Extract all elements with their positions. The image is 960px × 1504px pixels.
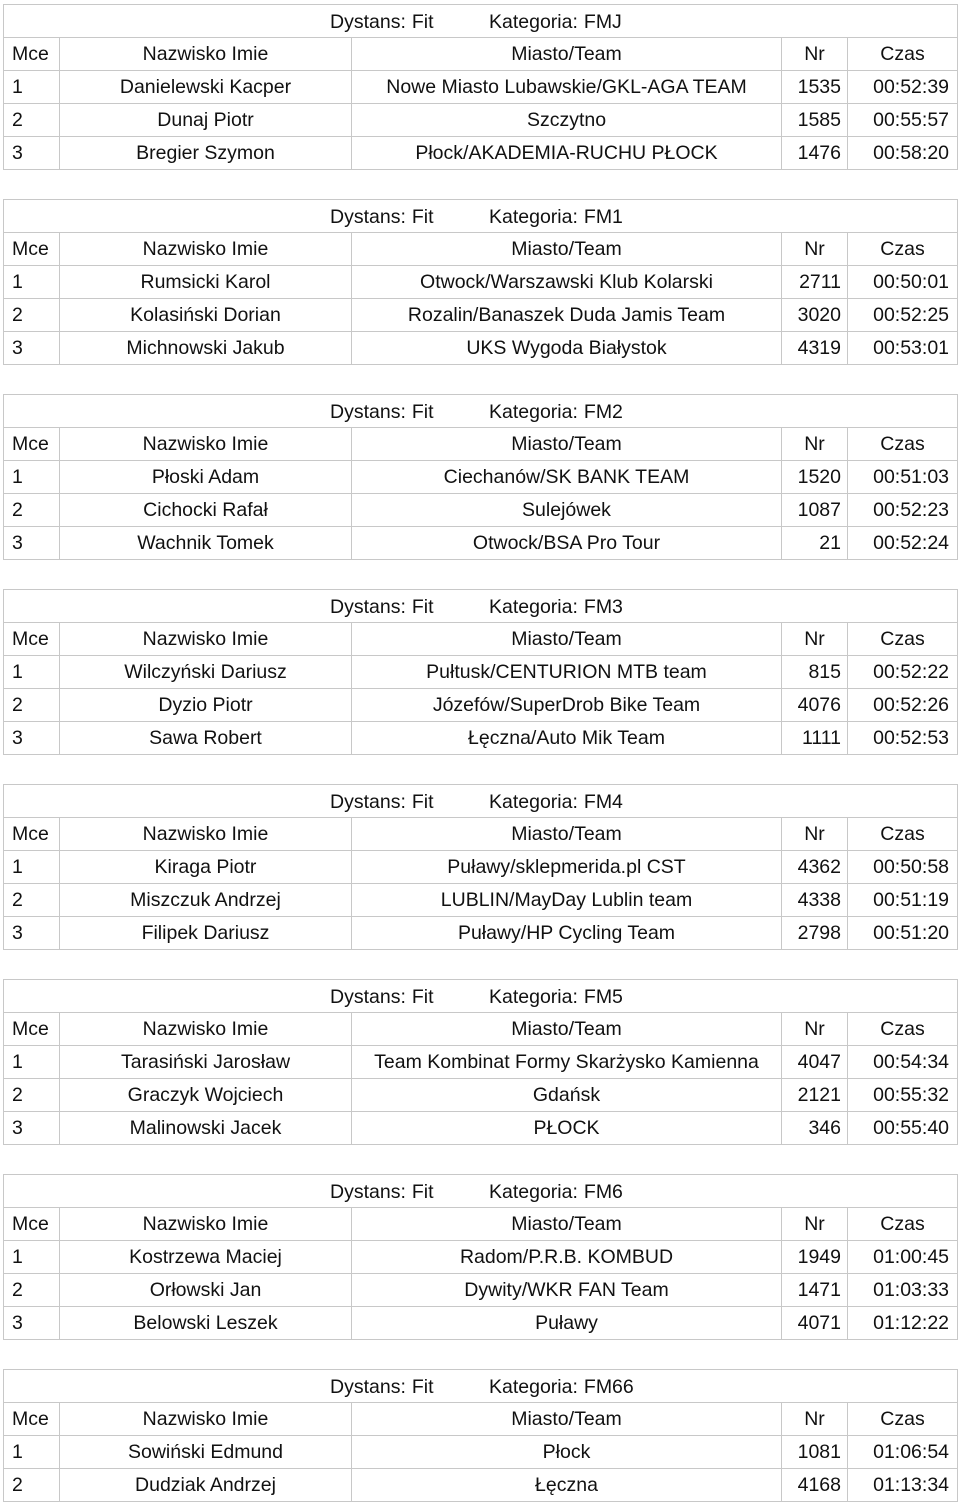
number-cell: 2121 xyxy=(782,1079,848,1112)
result-row xyxy=(4,266,958,299)
result-row xyxy=(4,461,958,494)
category-block xyxy=(3,394,957,560)
number-cell: 1520 xyxy=(782,461,848,494)
category-block xyxy=(3,979,957,1145)
col-header-czas: Czas xyxy=(848,233,958,266)
name-cell: Miszczuk Andrzej xyxy=(60,884,352,917)
number-cell: 4338 xyxy=(782,884,848,917)
number-cell: 1111 xyxy=(782,722,848,755)
team-cell: Łęczna/Auto Mik Team xyxy=(352,722,782,755)
distance-value: Fit xyxy=(411,11,434,33)
distance-label xyxy=(330,986,434,1009)
place-cell: 2 xyxy=(4,1469,60,1502)
distance-label-text: Dystans: xyxy=(330,1376,406,1398)
place-cell: 1 xyxy=(4,71,60,104)
team-cell: Team Kombinat Formy Skarżysko Kamienna xyxy=(352,1046,782,1079)
col-header-team: Miasto/Team xyxy=(352,1013,782,1046)
name-cell: Filipek Dariusz xyxy=(60,917,352,950)
col-header-czas: Czas xyxy=(848,1403,958,1436)
team-cell: Puławy xyxy=(352,1307,782,1340)
category-caption xyxy=(4,5,958,38)
team-cell: Płock xyxy=(352,1436,782,1469)
name-cell: Kolasiński Dorian xyxy=(60,299,352,332)
category-block xyxy=(3,784,957,950)
distance-label-text: Dystans: xyxy=(330,1181,406,1203)
col-header-nr: Nr xyxy=(782,1403,848,1436)
number-cell: 1949 xyxy=(782,1241,848,1274)
team-cell: Otwock/BSA Pro Tour xyxy=(352,527,782,560)
name-cell: Płoski Adam xyxy=(60,461,352,494)
col-header-czas: Czas xyxy=(848,623,958,656)
team-cell: Sulejówek xyxy=(352,494,782,527)
team-cell: Józefów/SuperDrob Bike Team xyxy=(352,689,782,722)
col-header-name: Nazwisko Imie xyxy=(60,233,352,266)
col-header-mce: Mce xyxy=(4,1403,60,1436)
distance-value: Fit xyxy=(411,401,434,423)
name-cell: Sawa Robert xyxy=(60,722,352,755)
time-cell: 01:13:34 xyxy=(848,1469,958,1502)
number-cell: 1476 xyxy=(782,137,848,170)
place-cell: 2 xyxy=(4,494,60,527)
results-table xyxy=(3,1174,958,1340)
column-header-row xyxy=(4,1013,958,1046)
name-cell: Wachnik Tomek xyxy=(60,527,352,560)
col-header-mce: Mce xyxy=(4,428,60,461)
place-cell: 2 xyxy=(4,689,60,722)
category-caption xyxy=(4,1175,958,1208)
results-table xyxy=(3,394,958,560)
name-cell: Wilczyński Dariusz xyxy=(60,656,352,689)
place-cell: 3 xyxy=(4,1112,60,1145)
column-header-row xyxy=(4,1403,958,1436)
col-header-name: Nazwisko Imie xyxy=(60,1403,352,1436)
distance-label-text: Dystans: xyxy=(330,986,406,1008)
results-table xyxy=(3,4,958,170)
place-cell: 3 xyxy=(4,917,60,950)
result-row xyxy=(4,299,958,332)
number-cell: 3020 xyxy=(782,299,848,332)
category-block xyxy=(3,4,957,170)
distance-label-text: Dystans: xyxy=(330,596,406,618)
col-header-czas: Czas xyxy=(848,38,958,71)
col-header-nr: Nr xyxy=(782,38,848,71)
name-cell: Cichocki Rafał xyxy=(60,494,352,527)
name-cell: Dudziak Andrzej xyxy=(60,1469,352,1502)
col-header-czas: Czas xyxy=(848,1208,958,1241)
col-header-name: Nazwisko Imie xyxy=(60,428,352,461)
name-cell: Kiraga Piotr xyxy=(60,851,352,884)
number-cell: 4047 xyxy=(782,1046,848,1079)
team-cell: Puławy/sklepmerida.pl CST xyxy=(352,851,782,884)
time-cell: 00:50:01 xyxy=(848,266,958,299)
category-label-text: Kategoria: xyxy=(489,206,578,228)
distance-label xyxy=(330,206,434,229)
number-cell: 4362 xyxy=(782,851,848,884)
number-cell: 21 xyxy=(782,527,848,560)
col-header-mce: Mce xyxy=(4,1013,60,1046)
time-cell: 01:00:45 xyxy=(848,1241,958,1274)
time-cell: 00:51:19 xyxy=(848,884,958,917)
time-cell: 00:52:23 xyxy=(848,494,958,527)
distance-label xyxy=(330,791,434,814)
time-cell: 00:51:20 xyxy=(848,917,958,950)
team-cell: Łęczna xyxy=(352,1469,782,1502)
category-caption xyxy=(4,590,958,623)
col-header-name: Nazwisko Imie xyxy=(60,818,352,851)
category-caption xyxy=(4,980,958,1013)
category-value: FM6 xyxy=(583,1181,623,1203)
number-cell: 346 xyxy=(782,1112,848,1145)
col-header-nr: Nr xyxy=(782,428,848,461)
results-table xyxy=(3,1369,958,1502)
category-label-text: Kategoria: xyxy=(489,596,578,618)
time-cell: 00:52:39 xyxy=(848,71,958,104)
name-cell: Dyzio Piotr xyxy=(60,689,352,722)
distance-value: Fit xyxy=(411,1181,434,1203)
team-cell: Gdańsk xyxy=(352,1079,782,1112)
number-cell: 1087 xyxy=(782,494,848,527)
col-header-czas: Czas xyxy=(848,818,958,851)
category-label xyxy=(489,1376,634,1399)
time-cell: 00:52:26 xyxy=(848,689,958,722)
category-label xyxy=(489,986,623,1009)
category-block xyxy=(3,1174,957,1340)
result-row xyxy=(4,1469,958,1502)
team-cell: Nowe Miasto Lubawskie/GKL-AGA TEAM xyxy=(352,71,782,104)
category-caption xyxy=(4,395,958,428)
time-cell: 00:52:53 xyxy=(848,722,958,755)
col-header-team: Miasto/Team xyxy=(352,623,782,656)
result-row xyxy=(4,332,958,365)
category-value: FMJ xyxy=(583,11,622,33)
results-table xyxy=(3,199,958,365)
col-header-nr: Nr xyxy=(782,623,848,656)
time-cell: 00:55:57 xyxy=(848,104,958,137)
place-cell: 2 xyxy=(4,299,60,332)
place-cell: 2 xyxy=(4,1079,60,1112)
number-cell: 1535 xyxy=(782,71,848,104)
number-cell: 815 xyxy=(782,656,848,689)
result-row xyxy=(4,1112,958,1145)
col-header-team: Miasto/Team xyxy=(352,1208,782,1241)
place-cell: 1 xyxy=(4,851,60,884)
result-row xyxy=(4,1274,958,1307)
col-header-team: Miasto/Team xyxy=(352,233,782,266)
time-cell: 00:53:01 xyxy=(848,332,958,365)
result-row xyxy=(4,137,958,170)
distance-label-text: Dystans: xyxy=(330,206,406,228)
category-label-text: Kategoria: xyxy=(489,11,578,33)
category-value: FM3 xyxy=(583,596,623,618)
place-cell: 3 xyxy=(4,332,60,365)
category-label-text: Kategoria: xyxy=(489,401,578,423)
place-cell: 1 xyxy=(4,266,60,299)
place-cell: 1 xyxy=(4,656,60,689)
result-row xyxy=(4,1307,958,1340)
col-header-mce: Mce xyxy=(4,623,60,656)
result-row xyxy=(4,656,958,689)
distance-value: Fit xyxy=(411,596,434,618)
result-row xyxy=(4,527,958,560)
distance-value: Fit xyxy=(411,206,434,228)
category-block xyxy=(3,589,957,755)
place-cell: 3 xyxy=(4,527,60,560)
time-cell: 00:52:22 xyxy=(848,656,958,689)
results-table xyxy=(3,784,958,950)
col-header-czas: Czas xyxy=(848,1013,958,1046)
col-header-name: Nazwisko Imie xyxy=(60,623,352,656)
category-block xyxy=(3,199,957,365)
column-header-row xyxy=(4,233,958,266)
column-header-row xyxy=(4,428,958,461)
category-block xyxy=(3,1369,957,1502)
distance-label-text: Dystans: xyxy=(330,791,406,813)
time-cell: 01:06:54 xyxy=(848,1436,958,1469)
distance-label-text: Dystans: xyxy=(330,401,406,423)
result-row xyxy=(4,689,958,722)
category-value: FM66 xyxy=(583,1376,634,1398)
team-cell: Płock/AKADEMIA-RUCHU PŁOCK xyxy=(352,137,782,170)
place-cell: 2 xyxy=(4,1274,60,1307)
distance-label xyxy=(330,1181,434,1204)
place-cell: 3 xyxy=(4,1307,60,1340)
place-cell: 1 xyxy=(4,1046,60,1079)
number-cell: 1585 xyxy=(782,104,848,137)
result-row xyxy=(4,917,958,950)
team-cell: Szczytno xyxy=(352,104,782,137)
category-value: FM4 xyxy=(583,791,623,813)
number-cell: 4319 xyxy=(782,332,848,365)
col-header-name: Nazwisko Imie xyxy=(60,1208,352,1241)
place-cell: 1 xyxy=(4,461,60,494)
result-row xyxy=(4,1079,958,1112)
team-cell: Rozalin/Banaszek Duda Jamis Team xyxy=(352,299,782,332)
name-cell: Graczyk Wojciech xyxy=(60,1079,352,1112)
category-caption xyxy=(4,200,958,233)
distance-label xyxy=(330,596,434,619)
results-table xyxy=(3,979,958,1145)
category-label xyxy=(489,1181,623,1204)
result-row xyxy=(4,494,958,527)
distance-label xyxy=(330,401,434,424)
time-cell: 00:54:34 xyxy=(848,1046,958,1079)
result-row xyxy=(4,71,958,104)
category-label xyxy=(489,791,623,814)
col-header-name: Nazwisko Imie xyxy=(60,38,352,71)
category-label-text: Kategoria: xyxy=(489,986,578,1008)
place-cell: 3 xyxy=(4,137,60,170)
place-cell: 2 xyxy=(4,104,60,137)
time-cell: 01:03:33 xyxy=(848,1274,958,1307)
number-cell: 2711 xyxy=(782,266,848,299)
name-cell: Rumsicki Karol xyxy=(60,266,352,299)
col-header-nr: Nr xyxy=(782,818,848,851)
name-cell: Bregier Szymon xyxy=(60,137,352,170)
col-header-mce: Mce xyxy=(4,233,60,266)
column-header-row xyxy=(4,623,958,656)
category-label xyxy=(489,206,623,229)
col-header-mce: Mce xyxy=(4,38,60,71)
category-label xyxy=(489,11,622,34)
distance-value: Fit xyxy=(411,986,434,1008)
name-cell: Michnowski Jakub xyxy=(60,332,352,365)
category-label xyxy=(489,596,623,619)
time-cell: 00:51:03 xyxy=(848,461,958,494)
number-cell: 1081 xyxy=(782,1436,848,1469)
time-cell: 00:50:58 xyxy=(848,851,958,884)
name-cell: Dunaj Piotr xyxy=(60,104,352,137)
time-cell: 00:52:25 xyxy=(848,299,958,332)
category-value: FM2 xyxy=(583,401,623,423)
time-cell: 00:55:32 xyxy=(848,1079,958,1112)
col-header-czas: Czas xyxy=(848,428,958,461)
team-cell: Dywity/WKR FAN Team xyxy=(352,1274,782,1307)
category-label xyxy=(489,401,623,424)
category-label-text: Kategoria: xyxy=(489,791,578,813)
name-cell: Danielewski Kacper xyxy=(60,71,352,104)
category-value: FM1 xyxy=(583,206,623,228)
category-label-text: Kategoria: xyxy=(489,1376,578,1398)
name-cell: Belowski Leszek xyxy=(60,1307,352,1340)
col-header-name: Nazwisko Imie xyxy=(60,1013,352,1046)
team-cell: Pułtusk/CENTURION MTB team xyxy=(352,656,782,689)
number-cell: 4071 xyxy=(782,1307,848,1340)
place-cell: 2 xyxy=(4,884,60,917)
name-cell: Sowiński Edmund xyxy=(60,1436,352,1469)
number-cell: 4168 xyxy=(782,1469,848,1502)
col-header-mce: Mce xyxy=(4,1208,60,1241)
distance-label xyxy=(330,1376,434,1399)
result-row xyxy=(4,851,958,884)
result-row xyxy=(4,1241,958,1274)
team-cell: Radom/P.R.B. KOMBUD xyxy=(352,1241,782,1274)
number-cell: 4076 xyxy=(782,689,848,722)
results-table xyxy=(3,589,958,755)
col-header-nr: Nr xyxy=(782,1013,848,1046)
result-row xyxy=(4,1046,958,1079)
column-header-row xyxy=(4,38,958,71)
col-header-team: Miasto/Team xyxy=(352,818,782,851)
team-cell: UKS Wygoda Białystok xyxy=(352,332,782,365)
result-row xyxy=(4,884,958,917)
col-header-team: Miasto/Team xyxy=(352,428,782,461)
time-cell: 01:12:22 xyxy=(848,1307,958,1340)
team-cell: Puławy/HP Cycling Team xyxy=(352,917,782,950)
time-cell: 00:52:24 xyxy=(848,527,958,560)
col-header-team: Miasto/Team xyxy=(352,1403,782,1436)
team-cell: Otwock/Warszawski Klub Kolarski xyxy=(352,266,782,299)
time-cell: 00:58:20 xyxy=(848,137,958,170)
category-caption xyxy=(4,1370,958,1403)
col-header-nr: Nr xyxy=(782,1208,848,1241)
distance-value: Fit xyxy=(411,1376,434,1398)
name-cell: Malinowski Jacek xyxy=(60,1112,352,1145)
result-row xyxy=(4,104,958,137)
col-header-team: Miasto/Team xyxy=(352,38,782,71)
distance-label-text: Dystans: xyxy=(330,11,406,33)
distance-label xyxy=(330,11,434,34)
category-caption xyxy=(4,785,958,818)
distance-value: Fit xyxy=(411,791,434,813)
team-cell: LUBLIN/MayDay Lublin team xyxy=(352,884,782,917)
place-cell: 3 xyxy=(4,722,60,755)
team-cell: Ciechanów/SK BANK TEAM xyxy=(352,461,782,494)
col-header-nr: Nr xyxy=(782,233,848,266)
name-cell: Orłowski Jan xyxy=(60,1274,352,1307)
name-cell: Tarasiński Jarosław xyxy=(60,1046,352,1079)
time-cell: 00:55:40 xyxy=(848,1112,958,1145)
name-cell: Kostrzewa Maciej xyxy=(60,1241,352,1274)
category-value: FM5 xyxy=(583,986,623,1008)
col-header-mce: Mce xyxy=(4,818,60,851)
team-cell: PŁOCK xyxy=(352,1112,782,1145)
column-header-row xyxy=(4,1208,958,1241)
column-header-row xyxy=(4,818,958,851)
category-label-text: Kategoria: xyxy=(489,1181,578,1203)
place-cell: 1 xyxy=(4,1436,60,1469)
number-cell: 1471 xyxy=(782,1274,848,1307)
result-row xyxy=(4,1436,958,1469)
result-row xyxy=(4,722,958,755)
place-cell: 1 xyxy=(4,1241,60,1274)
number-cell: 2798 xyxy=(782,917,848,950)
